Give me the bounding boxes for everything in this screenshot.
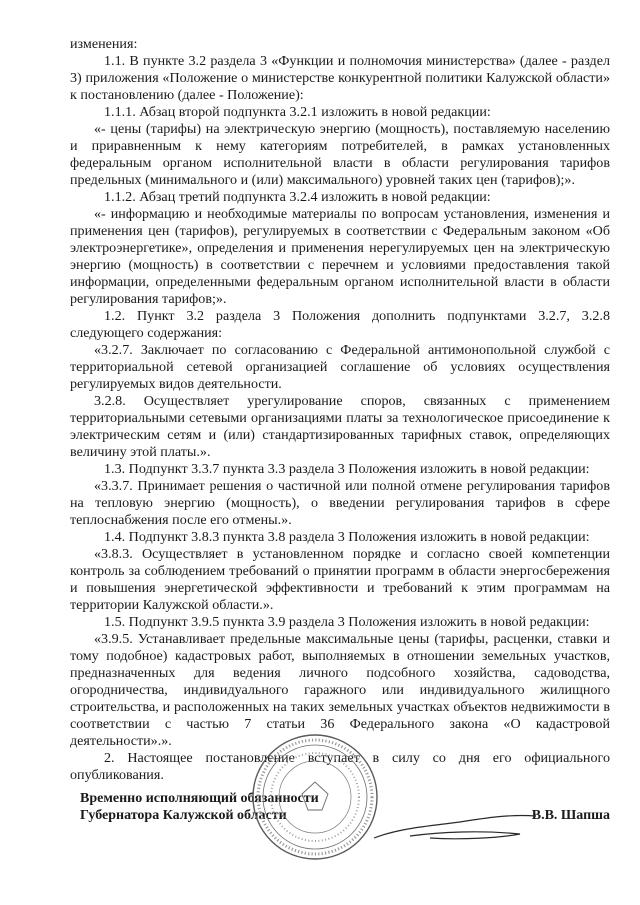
paragraph: «- информацию и необходимые материалы по вопросам установления, изменения и применения цен (тарифов), регулируемых в соответствии с Федеральным законом «Об электроэнергетике», определения и применения нерегулируемых цен на электрическую энергию (мощность) в соответствии с перечнем и условиями предоставления такой информации, определенными федеральным органом исполнительной власти в области регулирования тарифов;».	[70, 206, 610, 307]
paragraph: 1.1.2. Абзац третий подпункта 3.2.4 изложить в новой редакции:	[104, 189, 491, 205]
official-seal-icon	[250, 732, 380, 862]
paragraph: «3.9.5. Устанавливает предельные максимальные цены (тарифы, расценки, ставки и тому подобное) кадастровых работ, выполняемых в отношении земельных участков, предназначенных для ведения личного подсобного хозяйства, садоводства, огородничества, индивидуального гаражного или индивидуального жилищного строительства, и расположенных на таких земельных участках объектов недвижимости в соответствии с частью 7 статьи 36 Федерального закона «О кадастровой деятельности».».	[70, 631, 610, 749]
paragraph: 1.5. Подпункт 3.9.5 пункта 3.9 раздела 3 Положения изложить в новой редакции:	[104, 614, 590, 630]
paragraph: изменения:	[70, 36, 138, 52]
handwritten-signature-icon	[370, 808, 540, 848]
paragraph: 3.2.8. Осуществляет урегулирование споров, связанных с применением территориальными сетевыми организациями платы за технологическое присоединение к электрическим сетям и (или) стандартизированных тарифных ставок, определяющих величину этой платы.».	[70, 393, 610, 460]
signatory-title-line1: Временно исполняющий обязанности	[80, 791, 319, 806]
paragraph: «3.8.3. Осуществляет в установленном порядке и согласно своей компетенции контроль за соблюдением требований о принятии программ в области энергосбережения и повышения энергетической эффективности и требований к этим программам на территории Калужской области.».	[70, 546, 610, 613]
paragraph: 1.2. Пункт 3.2 раздела 3 Положения дополнить подпунктами 3.2.7, 3.2.8 следующего содержания:	[70, 308, 610, 341]
paragraph: «- цены (тарифы) на электрическую энергию (мощность), поставляемую населению и приравненным к нему категориям потребителей, в рамках установленных федеральным органом исполнительной власти в области регулирования тарифов предельных (минимального и (или) максимального) уровней таких цен (тарифов);».	[70, 121, 610, 188]
paragraph: 1.1. В пункте 3.2 раздела 3 «Функции и полномочия министерства» (далее - раздел 3) приложения «Положение о министерстве конкурентной политики Калужской области» к постановлению (далее - Положение):	[70, 53, 610, 103]
paragraph: 2. Настоящее постановление вступает в силу со дня его официального опубликования.	[70, 750, 610, 783]
signatory-name: В.В. Шапша	[531, 808, 610, 823]
paragraph: 1.3. Подпункт 3.3.7 пункта 3.3 раздела 3 Положения изложить в новой редакции:	[104, 461, 590, 477]
paragraph: «3.2.7. Заключает по согласованию с Федеральной антимонопольной службой с территориальной сетевой организацией соглашение об условиях осуществления регулируемых видов деятельности.	[70, 342, 610, 392]
document-body	[70, 36, 610, 784]
paragraph: 1.4. Подпункт 3.8.3 пункта 3.8 раздела 3 Положения изложить в новой редакции:	[104, 529, 590, 545]
signatory-title-line2: Губернатора Калужской области	[80, 808, 287, 823]
paragraph: 1.1.1. Абзац второй подпункта 3.2.1 изложить в новой редакции:	[104, 104, 491, 120]
paragraph: «3.3.7. Принимает решения о частичной или полной отмене регулирования тарифов на тепловую энергию (мощность), о введении регулирования тарифов в сфере теплоснабжения после его отмены.».	[70, 478, 610, 528]
